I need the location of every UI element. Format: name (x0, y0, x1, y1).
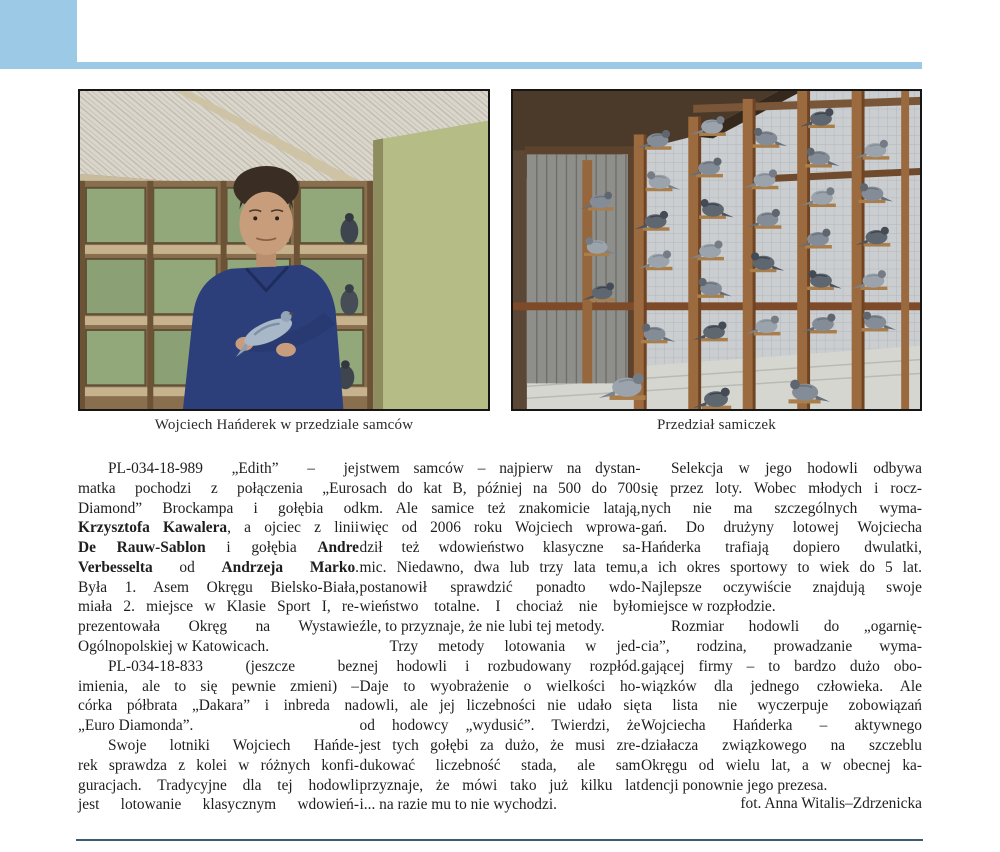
text-line: nych nie ma szczególnych wyma- (641, 499, 922, 517)
text-line: jest lotowanie klasycznym wdowień- (78, 796, 359, 814)
text-line: Verbesselta od Andrzeja Marko. (78, 558, 359, 576)
text-line: km. Ale samice też znakomicie latają, (359, 499, 641, 517)
text-line: Daje to wyobrażenie o wielkości ho- (359, 677, 641, 695)
text-line: postanowił sprawdzić ponadto wdo- (359, 578, 641, 596)
text-line: wiązków dla jednego człowieka. Ale (641, 677, 922, 695)
header-band (0, 62, 922, 69)
text-line: Trzy metody lotowania w jed- (389, 638, 641, 656)
text-line: dencji ponownie jego prezesa. (641, 776, 828, 794)
text-line: guracjach. Tradycyjne dla tej hodowli (78, 776, 359, 794)
text-line: Diamond” Brockampa i gołębia od (78, 499, 359, 517)
text-line: Była 1. Asem Okręgu Bielsko-Biała, (78, 578, 359, 596)
text-line: dowli, ale jej liczebności nie udało się (359, 697, 641, 715)
text-line: mic. Niedawno, dwa lub trzy lata temu, (359, 558, 641, 576)
text-line: wieństwo totalne. I chociaż nie było (359, 598, 641, 616)
article-body (78, 459, 922, 815)
text-line: rek sprawdza z kolei w różnych konfi- (78, 756, 359, 774)
text-line: i... na razie mu to nie wychodzi. (359, 796, 557, 814)
article-column-1 (78, 459, 359, 815)
photo-caption-left: Wojciech Hańderek w przedziale samców (154, 417, 414, 433)
text-line: Selekcja w jego hodowli odbywa (671, 460, 922, 477)
photo-female-compartment (511, 89, 922, 411)
text-line: dukować liczebność stada, ale sam (359, 756, 641, 774)
article-column-2 (360, 459, 641, 815)
text-line: nej hodowli i rozbudowany rozpłód. (359, 657, 641, 675)
text-line: prezentowała Okręg na Wystawie (78, 618, 359, 636)
text-line: Najlepsze oczywiście znajdują swoje (641, 578, 922, 596)
text-line: dził też wdowieństwo klasyczne sa- (359, 539, 641, 557)
text-line: jest tych gołębi za dużo, że musi zre- (359, 736, 641, 754)
text-line: „Euro Diamonda”. (78, 717, 194, 735)
aviary-perches-illustration (513, 91, 920, 409)
text-line: a ich okres sportowy to wiek do 5 lat. (641, 558, 922, 576)
text-line: cia”, rodzina, prowadzanie wyma- (641, 638, 922, 656)
text-line: matka pochodzi z połączenia „Euro (78, 479, 359, 497)
text-line: Krzysztofa Kawalera, a ojciec z linii (78, 519, 359, 537)
text-line: ta lista nie wyczerpuje zobowiązań (641, 697, 922, 715)
text-line: źle, to przyznaje, że nie lubi tej metody. (359, 618, 605, 636)
text-line: gań. Do drużyny lotowej Wojciecha (641, 519, 922, 537)
text-line: PL-034-18-833 (jeszcze bez (108, 657, 359, 675)
text-line: De Rauw-Sablon i gołębia Andre (78, 539, 359, 557)
photo-breeder-in-male-compartment (78, 89, 490, 411)
article-column-3 (641, 459, 922, 815)
text-line: się przez loty. Wobec młodych i rocz- (641, 479, 922, 497)
photo-credit: fot. Anna Witalis–Zdrzenicka (740, 795, 922, 812)
photo-caption-right: Przedział samiczek (657, 417, 776, 433)
text-line: Rozmiar hodowli do „ogarnię- (671, 618, 922, 636)
text-line: gającej firmy – to bardzo dużo obo- (641, 657, 922, 675)
text-line: więc od 2006 roku Wojciech wprowa- (359, 519, 641, 537)
text-line: stwem samców – najpierw na dystan- (359, 460, 641, 477)
text-line: Swoje lotniki Wojciech Hańde- (108, 736, 359, 754)
header-corner-block (0, 0, 77, 62)
bottom-rule (76, 839, 923, 841)
text-line: Okręgu od wielu lat, a w obecnej ka- (641, 756, 922, 774)
text-line: od hodowcy „wydusić”. Twierdzi, że (359, 717, 641, 735)
text-line: PL-034-18-989 „Edith” – jej (108, 460, 359, 477)
text-line: Wojciecha Hańderka – aktywnego (641, 717, 922, 735)
text-line: miała 2. miejsce w Klasie Sport I, re- (78, 598, 359, 616)
text-line: Ogólnopolskiej w Katowicach. (78, 638, 270, 656)
text-line: córka półbrata „Dakara” i inbreda na (78, 697, 359, 715)
text-line: przyznaje, że mówi tako już kilku lat (359, 776, 641, 794)
loft-door (525, 146, 636, 383)
loft-interior-illustration (80, 91, 488, 409)
text-line: Hańderka trafiają dopiero dwulatki, (641, 539, 922, 557)
text-line: działacza związkowego na szczeblu (641, 736, 922, 754)
text-line: miejsce w rozpłodzie. (641, 598, 776, 616)
text-line: sach do kat B, później na 500 do 700 (359, 479, 641, 497)
text-line: imienia, ale to się pewnie zmieni) – (78, 677, 359, 695)
